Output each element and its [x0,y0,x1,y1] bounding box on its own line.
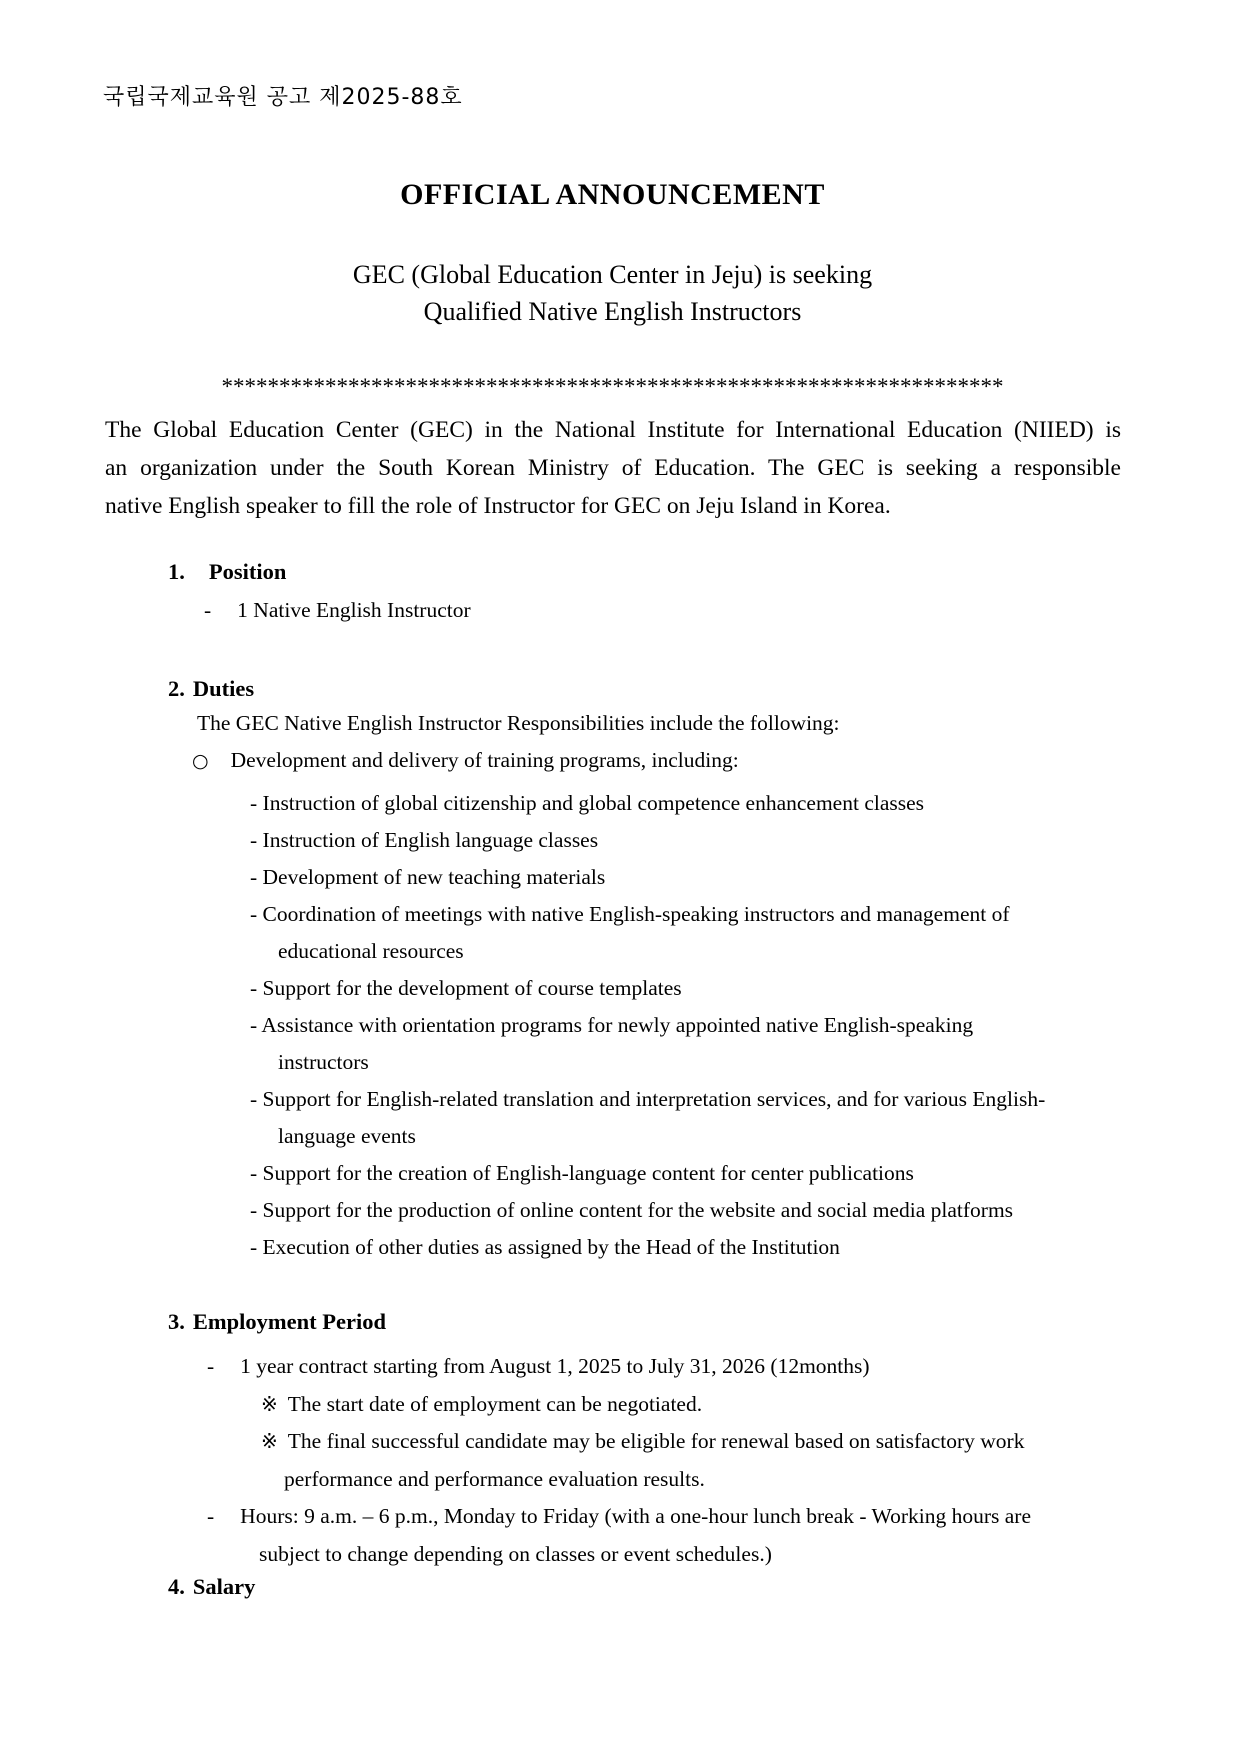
section-4-heading [168,1574,255,1600]
duty-item: - Support for the production of online content for the website and social media platforms [250,1198,1014,1222]
employment-note [207,1386,1031,1424]
section-4-number: 4. [168,1574,185,1599]
intro-paragraph [105,411,1121,525]
subtitle-line-1: GEC (Global Education Center in Jeju) is seeking [352,260,873,289]
duty-item: - Development of new teaching materials [250,865,606,889]
intro-line-1: The Global Education Center (GEC) in the National Institute for International Education (NIIED) is [105,417,1121,443]
section-4-title: Salary [192,1574,256,1599]
section-2-heading [168,676,254,702]
section-1-item-text: 1 Native English Instructor [237,598,471,622]
duty-item: - Coordination of meetings with native English-speaking instructors and management of [250,902,1010,926]
section-3-number: 3. [168,1309,185,1334]
duty-item-continuation: language events [278,1124,416,1148]
section-2-number: 2. [168,676,185,701]
reference-mark: ※ [261,1391,278,1416]
section-2-title: Duties [192,676,255,701]
dash-marker: - [207,1504,215,1528]
intro-line-3: native English speaker to fill the role of Instructor for GEC on Jeju Island in Korea. [105,493,891,519]
employment-item-text: 1 year contract starting from August 1, 2025 to July 31, 2026 (12months) [240,1354,870,1378]
duty-item-continuation: educational resources [278,939,464,963]
section-1-item [204,598,471,623]
employment-note [207,1423,1031,1461]
dash-marker: - [204,598,212,622]
asterisk-divider: ******************************************************************** [221,374,1004,399]
employment-item [207,1498,1031,1536]
duty-item: - Instruction of English language classes [250,828,599,852]
duty-item: - Assistance with orientation programs for newly appointed native English-speaking [250,1013,974,1037]
employment-note-continuation: performance and performance evaluation results. [284,1466,705,1491]
doc-subtitle [105,256,1120,330]
doc-title: OFFICIAL ANNOUNCEMENT [400,178,825,211]
duty-item: - Instruction of global citizenship and global competence enhancement classes [250,791,925,815]
employment-note-text: The start date of employment can be negotiated. [287,1391,703,1416]
duties-list [250,785,1045,1266]
doc-number: 국립국제교육원 공고 제2025-88호 [103,85,463,110]
duty-item-continuation: instructors [278,1050,369,1074]
section-2-bullet-item [192,748,739,773]
section-1-heading [168,559,286,585]
circle-bullet-marker: ○ [192,750,209,772]
duty-item: - Execution of other duties as assigned by the Head of the Institution [250,1235,840,1259]
intro-line-2: an organization under the South Korean Ministry of Education. The GEC is seeking a responsible [105,455,1121,481]
circle-bullet-text: Development and delivery of training programs, including: [230,748,739,772]
subtitle-line-2: Qualified Native English Instructors [423,297,802,326]
dash-marker: - [207,1354,215,1378]
employment-period-list [207,1348,1031,1573]
section-1-number: 1. [168,559,185,584]
reference-mark: ※ [261,1429,278,1453]
duty-item: - Support for the creation of English-language content for center publications [250,1161,914,1185]
duty-item: - Support for English-related translation and interpretation services, and for various English- [250,1087,1046,1111]
employment-item-continuation: subject to change depending on classes or event schedules.) [259,1541,772,1566]
section-2-lead: The GEC Native English Instructor Responsibilities include the following: [197,711,840,735]
employment-note-text: The final successful candidate may be eligible for renewal based on satisfactory work [287,1429,1025,1453]
section-1-title: Position [208,559,287,584]
section-3-heading [168,1309,386,1335]
section-3-title: Employment Period [192,1309,386,1334]
employment-item-text: Hours: 9 a.m. – 6 p.m., Monday to Friday (with a one-hour lunch break - Working hours are [240,1504,1032,1528]
duty-item: - Support for the development of course templates [250,976,682,1000]
employment-item [207,1348,1031,1386]
